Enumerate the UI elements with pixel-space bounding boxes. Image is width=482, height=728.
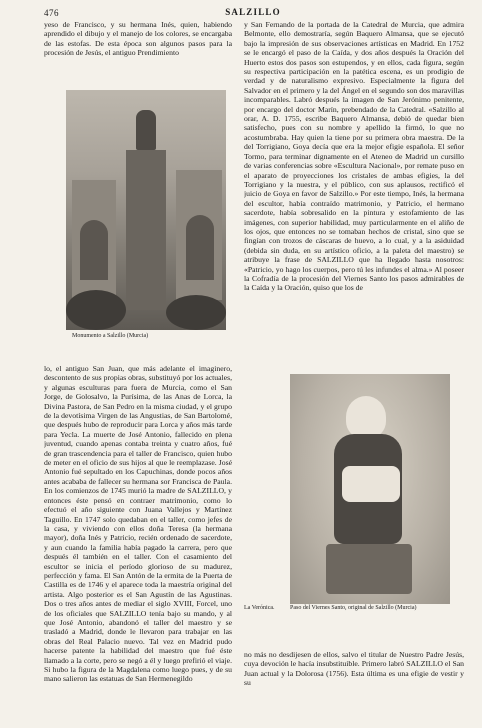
right-column-bottom	[244, 650, 464, 724]
pedestal	[326, 544, 412, 594]
paragraph: yeso de Francisco, y su hermana Inés, quien, habiendo aprendido el dibujo y el manejo de los colores, se encargaba de las estofas. De esta época son algunos pasos para la procesión de Jesús, el antiguo Prendimiento	[44, 20, 232, 58]
veronica-sculpture-photo	[290, 374, 450, 604]
shrub	[166, 295, 226, 330]
figure-caption: Monumento a Salzillo (Murcia)	[72, 333, 149, 339]
monument-pillar	[126, 150, 166, 310]
paragraph: no más no desdijesen de ellos, salvo el titular de Nuestro Padre Jesús, cuya devoción le hacía insubstituible. Primero labró SALZILLO el San Juan actual y la Dolorosa (1756). Esta última es una efigie de vestir y su	[244, 650, 464, 688]
head-veil	[346, 396, 386, 438]
paragraph: y San Fernando de la portada de la Catedral de Murcia, que admira Belmonte, ello demostraría, según Baquero Almansa, que se ejecutó bajo la impresión de sus observaciones artísticas en Madrid. En 1752 se le encargó el paso de la Caída, y dos años después la Oración del Huerto estos dos pasos son estupendos, y en ellos, cada figura, según su respectiva participación en la patética escena, es un prodigio de verdad y de naturalismo expresivo. Especialmente la figura del Salvador en el primero y la del Ángel en el segundo son dos maravillas incomparables. Labró después la imagen de San Jerónimo penitente, por encargo del doctor Marín, prebendado de la Catedral. «Salzillo al orar, A. D. 1755, escribe Baquero Almansa, debió de quedar bien satisfecho, pues con su nombre y apellido la firmó, lo que no acostumbraba. Hay quien la tiene por su primera obra maestra. De la del Torrigiano, Goya decía que era la mejor efigie española. El señor Tormo, para terminar dignamente en el Ateneo de Madrid un cursillo de varias conferencias sobre «Escultura Nacional», por remate puso en el aparato de proyecciones los cristales de ambas efigies, la del Torrigiano y la nuestra, y el público, con sus aplausos, rectificó el juicio de Goya en favor de Salzillo.» Por este tiempo, Inés, la hermana del escultor, había contraído matrimonio, y Patricio, el hermano sacerdote, había sobresalido en la pintura y estofamiento de las imágenes, con superior habilidad, muy particularmente en el aliño de los ojos, que entonces no se tomaban hechos de cristal, sino que se fingían con trozos de cáscaras de huevo, a lo cual, y a la asiduidad (debida sin duda, en su artístico oficio, a la paleta del maestro) se atribuye la frase de SALZILLO que ha llegado hasta nosotros: «Patricio, yo hago los cuerpos, pero tú les infundes el alma.» Al poseer la Cofradía de la procesión del Viernes Santo los pasos admirables de la Caída y la Oración, quiso que los de	[244, 20, 464, 293]
paragraph: lo, el antiguo San Juan, que más adelante el imaginero, descontento de sus propias obras, substituyó por los actuales, y algunas esculturas para fuera de Murcia, como el San Jorge, de Golosalvo, la Purísima, de las Anas de Lorca, la Divina Pastora, de San Pedro en la misma ciudad, y el grupo de la devotísima Virgen de las Angustias, de San Bartolomé, que después hubo de reproducir para Lorca y años más tarde para Yecla. La muerte de José Antonio, fallecido en plena juventud, cuando apenas contaba treinta y cuatro años, fué de gran trascendencia para el taller de Francisco, quien hubo de meter en el oficio de sus hijos al que le reemplazase. José Antonio fué sepultado en los Capuchinas, donde pocos años antes acababa de fallecer su hermana sor Francisca de Paula. En los comienzos de 1745 murió la madre de SALZILLO, y entonces éste pensó en contraer matrimonio, como lo efectuó el año siguiente con Juana Vallejos y Martínez Taguillo. En 1747 solo quedaban en el taller, como jefes de la casa, y viviendo con ellos doña Teresa (la hermana mayor), doña Inés y Patricio, recién ordenado de sacerdote, y aun cuando la familia había pagado la carrera, pero que después él también en el taller. Con el casamiento del escultor se inicia el período glorioso de su madurez, perfección y fama. El San Antón de la ermita de la Puerta de Castilla es de 1746 y el aparece toda la maestría original del artista. Algo posterior es el San Agustín de las Agustinas. Dos o tres años antes de mediar el siglo XVIII, Forcel, uno de los oficiales que SALZILLO tenía bajo su mando, y al que José Antonio, abandonó el taller del maestro y se trasladó a Madrid, donde le llevaron para trabajar en las obras del Real Palacio nuevo. Tal vez en Madrid pudo hacerse patente la habilidad del maestro que fué éste llamado a la corte, pero se negó a él y luego prefirió el viaje. Si hubo la figura de la Magdalena como luego pues, y de su mano salieron las estatuas de San Hermenegildo	[44, 364, 232, 684]
arch-left	[80, 220, 108, 280]
figure-caption: Paso del Viernes Santo, original de Salzillo (Murcia)	[290, 605, 417, 611]
left-column-top	[44, 20, 232, 76]
statue	[136, 110, 156, 150]
page-number: 476	[44, 8, 59, 18]
monument-photo	[66, 90, 226, 330]
page-header	[44, 6, 462, 20]
veil-cloth	[342, 466, 400, 502]
running-title: SALZILLO	[225, 7, 281, 17]
shrub	[66, 290, 126, 330]
figure-caption-label: La Verónica.	[244, 605, 275, 611]
arch-right	[186, 215, 214, 280]
right-column-top	[244, 20, 464, 386]
left-column-bottom	[44, 364, 232, 724]
